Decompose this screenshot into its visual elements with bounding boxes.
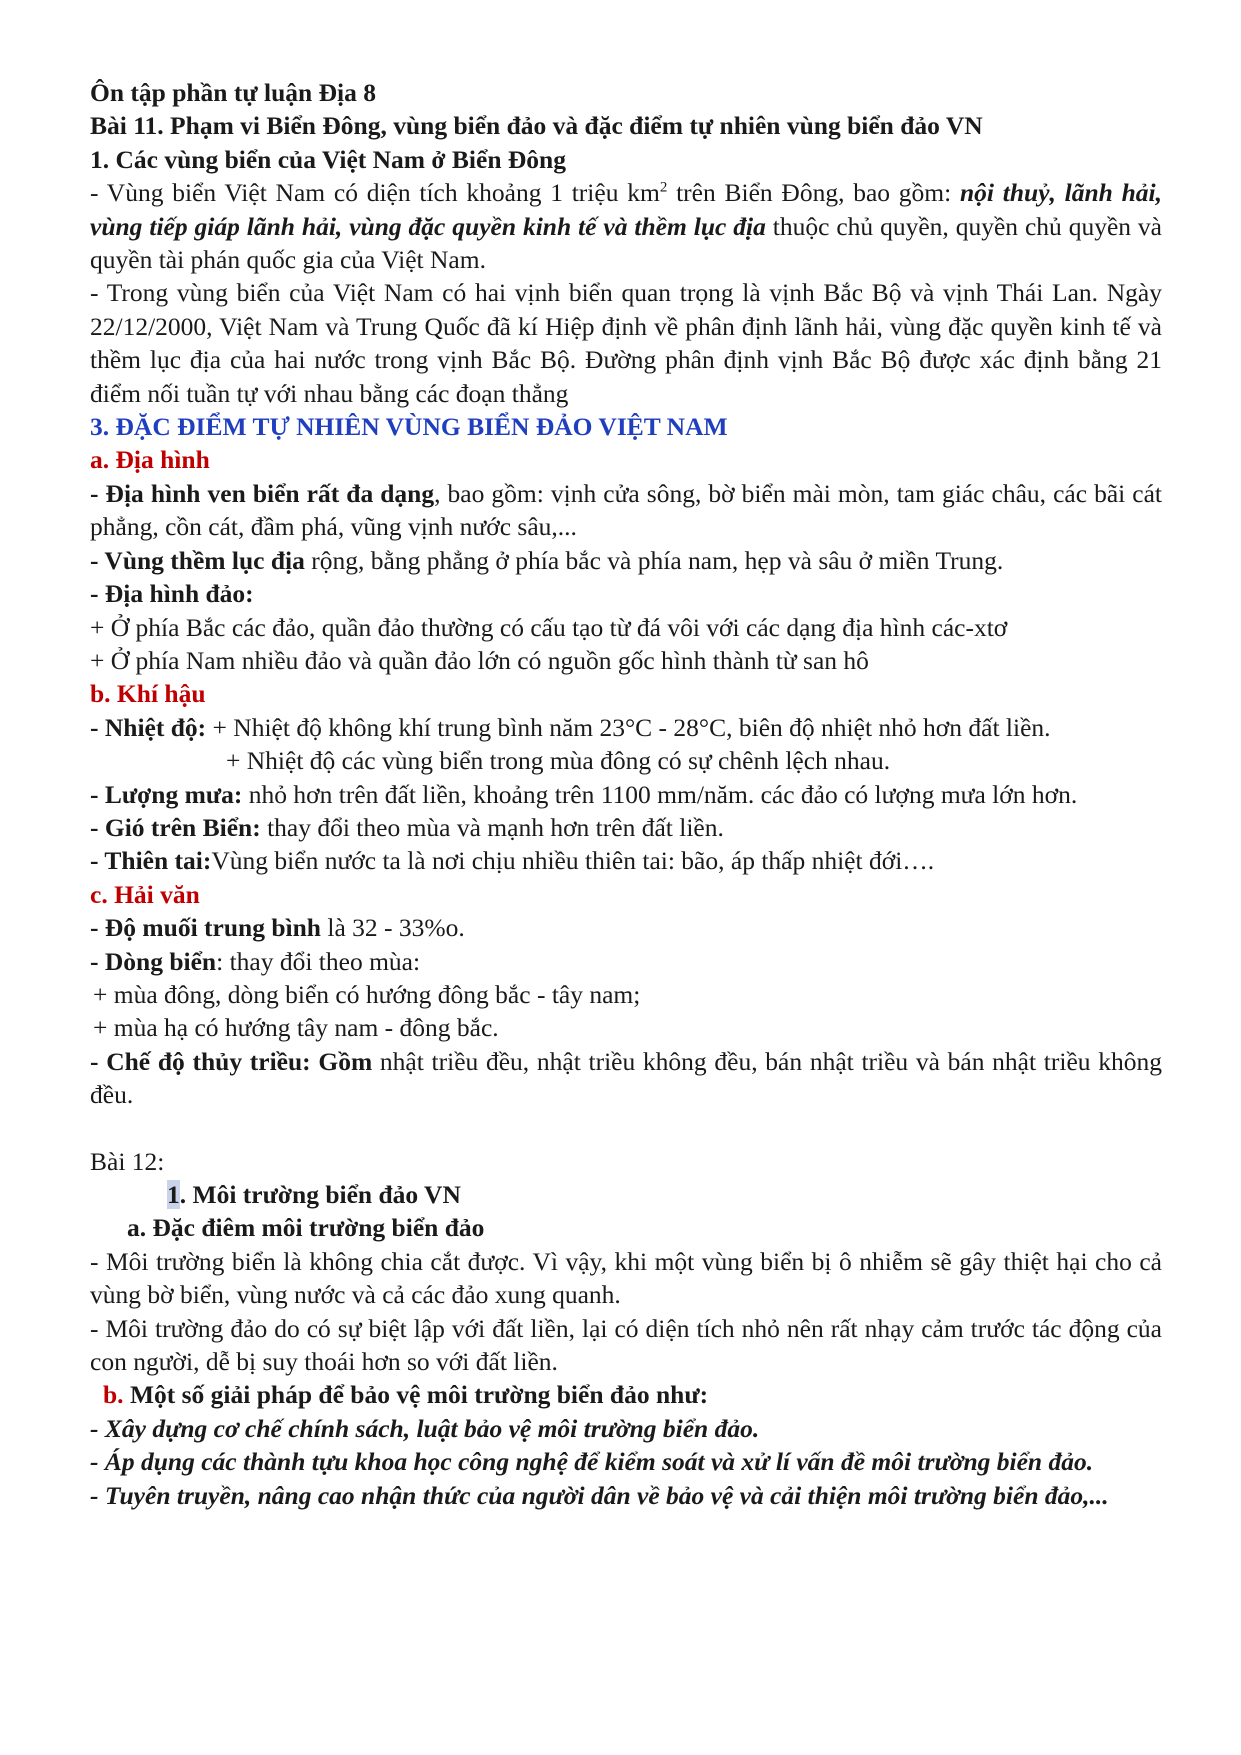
hydrology-salinity: - Độ muối trung bình là 32 - 33%o. — [90, 913, 465, 943]
lesson-12-subsection-b-title: b. Một số giải pháp để bảo vệ môi trường biển đảo như: — [103, 1380, 709, 1410]
hydrology-currents-winter: + mùa đông, dòng biển có hướng đông bắc - tây nam; — [93, 979, 641, 1009]
lesson-11-title: Bài 11. Phạm vi Biển Đông, vùng biển đảo và đặc điểm tự nhiên vùng biển đảo VN — [90, 111, 983, 141]
lesson-12-title: Bài 12: — [90, 1146, 165, 1176]
terrain-item-shelf: - Vùng thềm lục địa rộng, bằng phẳng ở phía bắc và phía nam, hẹp và sâu ở miền Trung. — [90, 545, 1004, 575]
climate-rainfall: - Lượng mưa: nhỏ hơn trên đất liền, khoảng trên 1100 mm/năm. các đảo có lượng mưa lớn hơn. — [90, 779, 1078, 809]
document-page — [90, 76, 1162, 1512]
subsection-hydrology-title: c. Hải văn — [90, 879, 200, 909]
climate-wind: - Gió trên Biển: thay đổi theo mùa và mạnh hơn trên đất liền. — [90, 812, 724, 842]
hydrology-currents: - Dòng biển: thay đổi theo mùa: — [90, 946, 421, 976]
subsection-terrain-title: a. Địa hình — [90, 445, 210, 475]
terrain-island-north: + Ở phía Bắc các đảo, quần đảo thường có cấu tạo từ đá vôi với các dạng địa hình các-xtơ — [90, 612, 1008, 642]
superscript: 2 — [659, 179, 668, 196]
terrain-island-south: + Ở phía Nam nhiều đảo và quần đảo lớn có nguồn gốc hình thành từ san hô — [90, 645, 869, 675]
lesson-12-subsection-a-title: a. Đặc điêm môi trường biển đảo — [127, 1213, 485, 1243]
lesson-11-section-1-title: 1. Các vùng biển của Việt Nam ở Biển Đông — [90, 144, 566, 174]
hydrology-currents-summer: + mùa hạ có hướng tây nam - đông bắc. — [93, 1013, 499, 1043]
sea-zones-list: nội thuỷ, lãnh hải, vùng tiếp giáp lãnh hải, vùng đặc quyền kinh tế và thềm lục địa — [90, 178, 1163, 241]
solution-technology: - Áp dụng các thành tựu khoa học công nghệ để kiểm soát và xử lí vấn đề môi trường biển đảo. — [90, 1447, 1094, 1477]
document-title: Ôn tập phần tự luận Địa 8 — [90, 78, 376, 107]
terrain-item-coast: - Địa hình ven biển rất đa dạng, bao gồm: vịnh cửa sông, bờ biển mài mòn, tam giác châu, các bãi cát phẳng, cồn cát, đầm phá, vũng vịnh nước sâu,... — [90, 478, 1162, 542]
environment-island: - Môi trường đảo do có sự biệt lập với đất liền, lại có diện tích nhỏ nên rất nhạy cảm trước tác động của con người, dễ bị suy thoái hơn so với đất liền. — [90, 1313, 1162, 1377]
solution-awareness: - Tuyên truyền, nâng cao nhận thức của người dân về bảo vệ và cải thiện môi trường biển đảo,... — [90, 1480, 1109, 1510]
subsection-climate-title: b. Khí hậu — [90, 679, 206, 709]
section-3-title: 3. ĐẶC ĐIỂM TỰ NHIÊN VÙNG BIỂN ĐẢO VIỆT NAM — [90, 412, 728, 442]
spacer — [90, 1112, 1162, 1145]
solution-policy: - Xây dựng cơ chế chính sách, luật bảo vệ môi trường biển đảo. — [90, 1413, 760, 1443]
terrain-item-island: - Địa hình đảo: — [90, 579, 254, 609]
climate-temperature-winter: + Nhiệt độ các vùng biển trong mùa đông có sự chênh lệch nhau. — [226, 746, 891, 776]
paragraph-gulfs: - Trong vùng biển của Việt Nam có hai vịnh biển quan trọng là vịnh Bắc Bộ và vịnh Thái Lan. Ngày 22/12/2000, Việt Nam và Trung Quốc đã kí Hiệp định về phân định lãnh hải, vùng đặc quyền kinh tế và thềm lục địa của hai nước trong vịnh Bắc Bộ. Đường phân định vịnh Bắc Bộ được xác định bằng 21 điểm nối tuần tự với nhau bằng các đoạn thẳng — [90, 278, 1162, 408]
paragraph-sea-area: - Vùng biển Việt Nam có diện tích khoảng 1 triệu $km^2$ trên Biển Đông, bao gồm: nội thuỷ, lãnh hải, vùng tiếp giáp lãnh hải, vùng đặc quyền kinh tế và thềm lục địa thuộc chủ quyền, quyền chủ quyền và quyền tài phán quốc gia của Việt Nam. — [90, 178, 1163, 275]
selection-highlight: 1 — [167, 1180, 180, 1209]
climate-disasters: - Thiên tai:Vùng biển nước ta là nơi chịu nhiều thiên tai: bão, áp thấp nhiệt đới…. — [90, 846, 935, 876]
climate-temperature: - Nhiệt độ: + Nhiệt độ không khí trung bình năm 23°C - 28°C, biên độ nhiệt nhỏ hơn đất liền. — [90, 712, 1051, 742]
lesson-12-section-1-title: 1. Môi trường biển đảo VN — [167, 1180, 461, 1209]
hydrology-tides: - Chế độ thủy triều: Gồm nhật triều đều, nhật triều không đều, bán nhật triều và bán nhật triều không đều. — [90, 1046, 1162, 1110]
environment-sea: - Môi trường biển là không chia cắt được. Vì vậy, khi một vùng biển bị ô nhiễm sẽ gây thiệt hại cho cả vùng bờ biển, vùng nước và cả các đảo xung quanh. — [90, 1246, 1162, 1310]
